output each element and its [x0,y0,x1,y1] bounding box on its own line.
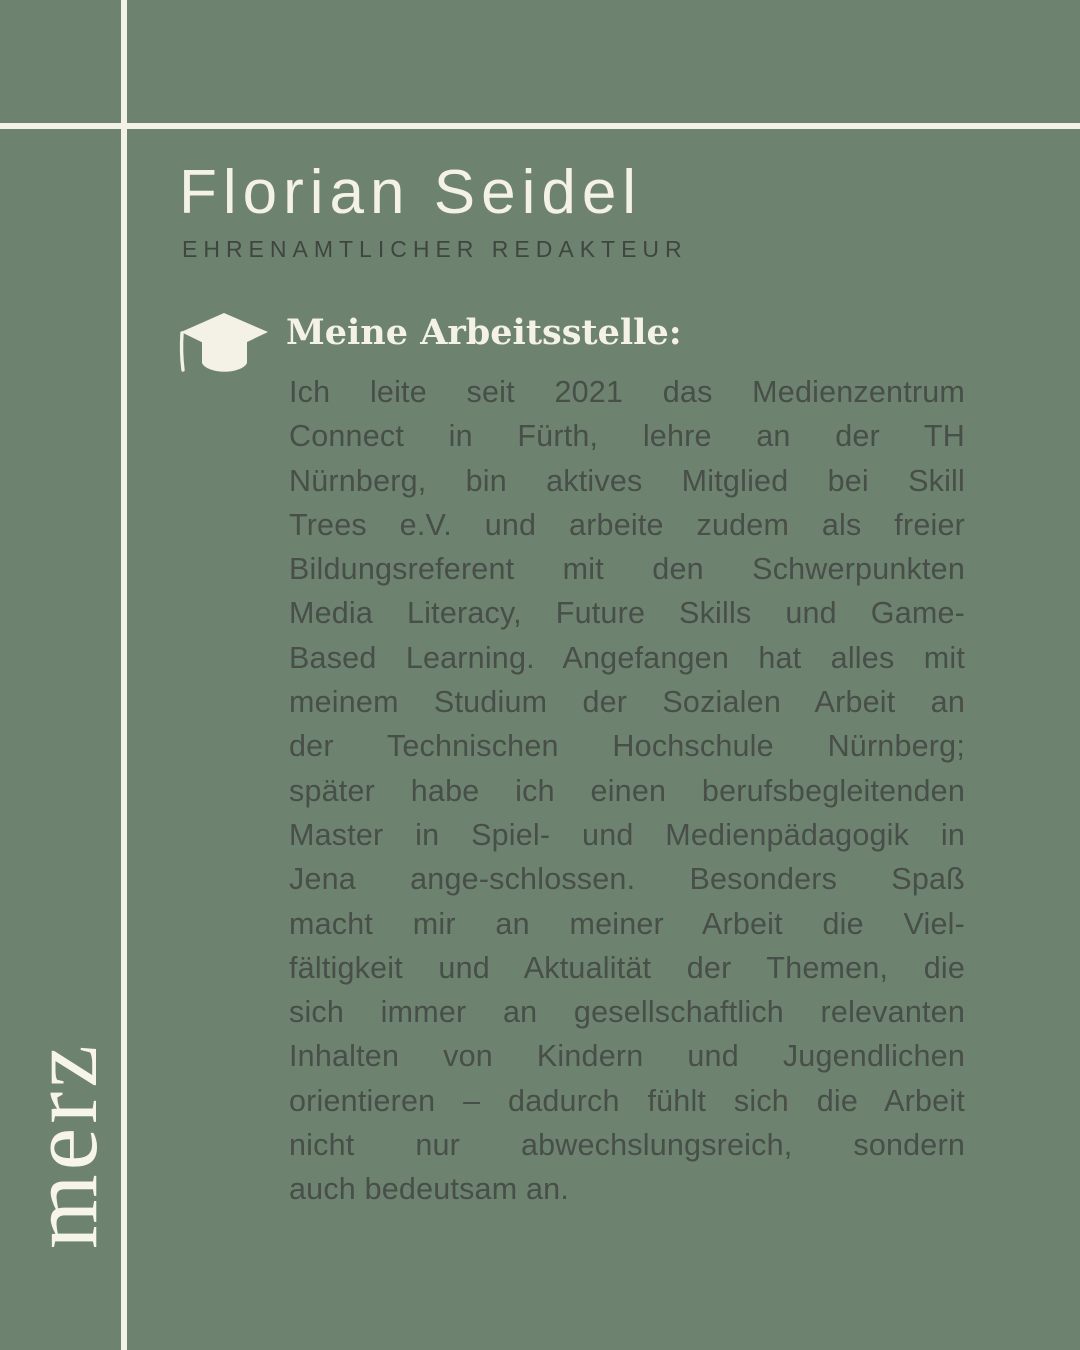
bio-line: nicht nur abwechslungsreich, sondern [289,1128,965,1163]
merz-logo: merz [10,1041,117,1249]
bio-text [289,370,965,1212]
graduation-cap-icon [177,313,269,377]
bio-line: Ich leite seit 2021 das Medienzentrum [289,375,965,409]
subtitle: EHRENAMTLICHER REDAKTEUR [182,236,688,262]
bio-line: sich immer an gesellschaftlich relevanten [289,995,965,1030]
bio-line: macht mir an meiner Arbeit die Viel- [289,906,965,941]
bio-line: später habe ich einen berufsbegleitenden [289,773,965,808]
bio-line: Trees e.V. und arbeite zudem als freier [289,507,965,542]
bio-line: orientieren – dadurch fühlt sich die Arbeit [289,1083,965,1118]
bio-line: meinem Studium der Sozialen Arbeit an [289,685,965,720]
bio-line: Master in Spiel- und Medienpädagogik in [289,817,965,852]
bio-line: auch bedeutsam an. [289,1172,569,1207]
bio-line: Bildungsreferent mit den Schwerpunkten [289,552,965,587]
bio-line: Based Learning. Angefangen hat alles mit [289,640,965,675]
bio-line: der Technischen Hochschule Nürnberg; [289,729,965,764]
horizontal-divider-line [0,123,1080,129]
bio-line: Connect in Fürth, lehre an der TH [289,419,965,454]
section-heading: Meine Arbeitsstelle: [286,312,682,353]
bio-line: Nürnberg, bin aktives Mitglied bei Skill [289,463,965,498]
vertical-divider-line [121,0,127,1350]
page-title: Florian Seidel [179,158,643,227]
bio-line: fältigkeit und Aktualität der Themen, die [289,950,965,985]
bio-line: Media Literacy, Future Skills und Game- [289,596,965,631]
bio-line: Inhalten von Kindern und Jugendlichen [289,1039,965,1074]
bio-line: Jena ange-schlossen. Besonders Spaß [289,862,965,897]
